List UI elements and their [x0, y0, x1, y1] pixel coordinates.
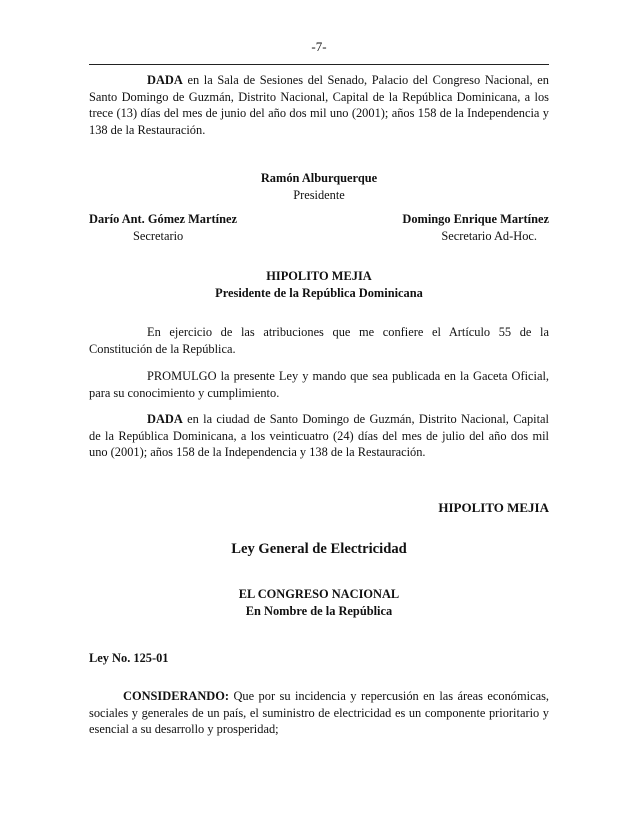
secretary-left-name: Darío Ant. Gómez Martínez	[89, 212, 237, 226]
head-of-state-title: Presidente de la República Dominicana	[215, 285, 423, 300]
president-name: Ramón Alburquerque	[260, 171, 378, 185]
congress-line-1: EL CONGRESO NACIONAL	[238, 587, 400, 601]
dada-text-2: en la ciudad de Santo Domingo de Guzmán, Distrito Nacional, Capital de la República Dominicana, a los veinticuatro (24) días del mes de julio del año dos mil uno (2001); años 158 de la Independencia y 138 de la Restauración.	[89, 412, 549, 460]
head-of-state-name: HIPOLITO MEJIA	[266, 269, 372, 283]
considerando-text: Que por su incidencia y repercusión en las áreas económicas, sociales y generales de un país, el suministro de electricidad es un componente prioritario y esencial a su desarrollo y prosperidad;	[89, 689, 549, 737]
law-title: Ley General de Electricidad	[231, 541, 407, 557]
page-number: -7-	[311, 39, 327, 54]
dada-lead: DADA	[147, 73, 183, 87]
dada-senate-paragraph	[89, 72, 549, 138]
congress-line-2: En Nombre de la República	[245, 604, 393, 618]
dada-text: en la Sala de Sesiones del Senado, Palacio del Congreso Nacional, en Santo Domingo de Guzmán, Distrito Nacional, Capital de la República Dominicana, a los trece (13) días del mes de junio del año dos mil uno (2001); años 158 de la Independencia y 138 de la Restauración.	[89, 73, 549, 137]
header-divider	[89, 64, 549, 65]
secretary-right-name: Domingo Enrique Martínez	[402, 212, 549, 226]
secretary-right-title: Secretario Ad-Hoc.	[441, 228, 537, 243]
promulgation-paragraph-2	[89, 368, 549, 401]
secretary-right-signature	[379, 211, 549, 244]
law-number: Ley No. 125-01	[89, 651, 169, 665]
considerando-paragraph	[89, 688, 549, 738]
final-signature: HIPOLITO MEJIA	[438, 500, 549, 515]
head-of-state-signature	[0, 268, 638, 301]
promulgation-paragraph-3	[89, 411, 549, 461]
secretary-left-signature	[89, 211, 289, 244]
congress-heading	[0, 586, 638, 620]
promulgation-text-2: PROMULGO la presente Ley y mando que sea publicada en la Gaceta Oficial, para su conocimiento y cumplimiento.	[89, 369, 549, 400]
president-title: Presidente	[293, 187, 345, 202]
promulgation-text-1: En ejercicio de las atribuciones que me confiere el Artículo 55 de la Constitución de la República.	[89, 325, 549, 356]
promulgation-paragraph-1	[89, 324, 549, 357]
president-signature	[0, 170, 638, 203]
considerando-lead: CONSIDERANDO:	[123, 689, 230, 703]
dada-lead-2: DADA	[147, 412, 183, 426]
secretary-left-title: Secretario	[133, 228, 184, 243]
